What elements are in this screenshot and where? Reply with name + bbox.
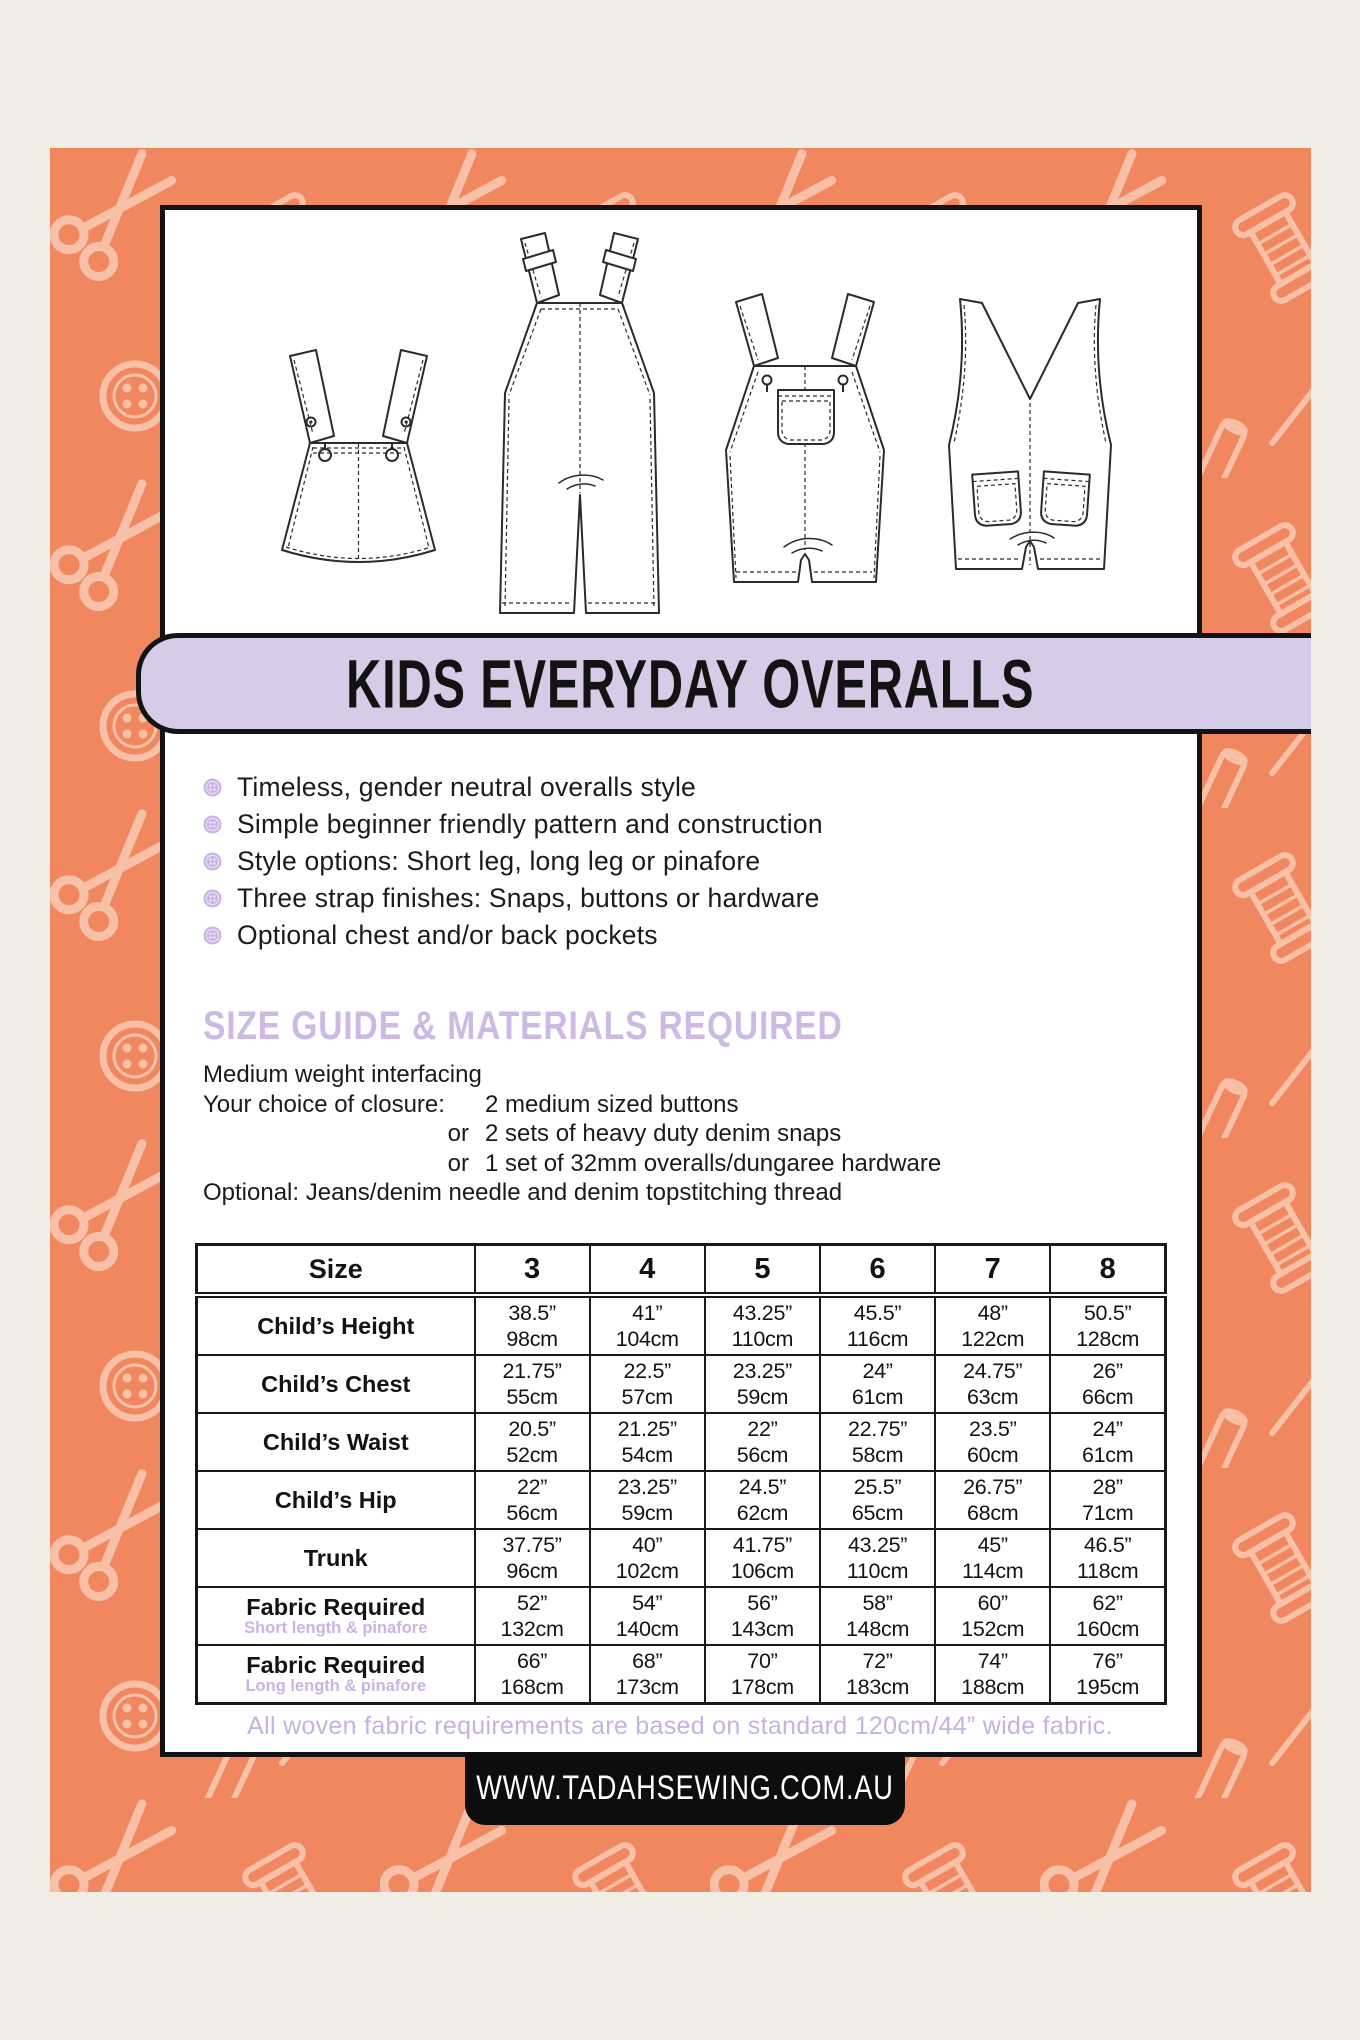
row-label: Child’s Waist bbox=[197, 1413, 475, 1471]
size-guide-table bbox=[195, 1243, 1167, 1705]
row-label: Fabric Required Long length & pinafore bbox=[197, 1645, 475, 1704]
measurement-cell: 20.5” 52cm bbox=[475, 1413, 590, 1471]
table-row bbox=[197, 1471, 1166, 1529]
size-column-header: 6 bbox=[820, 1245, 935, 1296]
measurement-cell: 54” 140cm bbox=[590, 1587, 705, 1645]
measurement-cell: 62” 160cm bbox=[1050, 1587, 1165, 1645]
measurement-cell: 60” 152cm bbox=[935, 1587, 1050, 1645]
measurement-cell: 26” 66cm bbox=[1050, 1355, 1165, 1413]
optional-line: Optional: Jeans/denim needle and denim topstitching thread bbox=[203, 1179, 843, 1206]
back-pocket-left bbox=[972, 471, 1022, 526]
or-label: or bbox=[447, 1120, 469, 1147]
closure-option: 2 sets of heavy duty denim snaps bbox=[485, 1120, 842, 1147]
technical-drawing-overalls-back bbox=[949, 299, 1111, 569]
closure-option: 1 set of 32mm overalls/dungaree hardware bbox=[485, 1149, 942, 1177]
back-pocket-right bbox=[1040, 471, 1090, 526]
measurement-cell: 68” 173cm bbox=[590, 1645, 705, 1704]
materials-line bbox=[203, 1060, 941, 1090]
measurement-cell: 70” 178cm bbox=[705, 1645, 820, 1704]
button-bullet-icon bbox=[203, 889, 222, 908]
measurement-cell: 25.5” 65cm bbox=[820, 1471, 935, 1529]
feature-item bbox=[203, 769, 823, 806]
measurement-cell: 21.75” 55cm bbox=[475, 1355, 590, 1413]
interfacing-line: Medium weight interfacing bbox=[203, 1061, 482, 1088]
measurement-cell: 23.5” 60cm bbox=[935, 1413, 1050, 1471]
technical-drawing-short-overalls-front bbox=[726, 294, 884, 582]
feature-label: Optional chest and/or back pockets bbox=[237, 920, 658, 950]
measurement-cell: 45.5” 116cm bbox=[820, 1295, 935, 1355]
measurement-cell: 21.25” 54cm bbox=[590, 1413, 705, 1471]
measurement-cell: 26.75” 68cm bbox=[935, 1471, 1050, 1529]
measurement-cell: 22” 56cm bbox=[705, 1413, 820, 1471]
size-column-header: 4 bbox=[590, 1245, 705, 1296]
measurement-cell: 46.5” 118cm bbox=[1050, 1529, 1165, 1587]
button-bullet-icon bbox=[203, 852, 222, 871]
measurement-cell: 24” 61cm bbox=[1050, 1413, 1165, 1471]
technical-drawing-long-overalls-front bbox=[500, 233, 659, 613]
measurement-cell: 24” 61cm bbox=[820, 1355, 935, 1413]
table-header-row bbox=[197, 1245, 1166, 1296]
size-column-header: 7 bbox=[935, 1245, 1050, 1296]
size-header-cell: Size bbox=[197, 1245, 475, 1296]
feature-list bbox=[203, 769, 823, 954]
size-guide-heading: SIZE GUIDE & MATERIALS REQUIRED bbox=[203, 1004, 843, 1048]
or-label: or bbox=[447, 1149, 469, 1177]
measurement-cell: 22.5” 57cm bbox=[590, 1355, 705, 1413]
measurement-cell: 76” 195cm bbox=[1050, 1645, 1165, 1704]
measurement-cell: 41.75” 106cm bbox=[705, 1529, 820, 1587]
measurement-cell: 23.25” 59cm bbox=[590, 1471, 705, 1529]
measurement-cell: 48” 122cm bbox=[935, 1295, 1050, 1355]
measurement-cell: 50.5” 128cm bbox=[1050, 1295, 1165, 1355]
table-row bbox=[197, 1295, 1166, 1355]
row-label: Trunk bbox=[197, 1529, 475, 1587]
measurement-cell: 74” 188cm bbox=[935, 1645, 1050, 1704]
closure-label: Your choice of closure: bbox=[203, 1090, 445, 1118]
materials-list bbox=[203, 1060, 941, 1208]
measurement-cell: 28” 71cm bbox=[1050, 1471, 1165, 1529]
measurement-cell: 43.25” 110cm bbox=[820, 1529, 935, 1587]
measurement-cell: 38.5” 98cm bbox=[475, 1295, 590, 1355]
technical-drawings bbox=[165, 210, 1195, 635]
row-label: Child’s Hip bbox=[197, 1471, 475, 1529]
measurement-cell: 22” 56cm bbox=[475, 1471, 590, 1529]
feature-label: Style options: Short leg, long leg or pinafore bbox=[237, 846, 761, 876]
page-title: KIDS EVERYDAY OVERALLS bbox=[345, 645, 1035, 722]
measurement-cell: 56” 143cm bbox=[705, 1587, 820, 1645]
closure-option: 2 medium sized buttons bbox=[485, 1090, 739, 1118]
measurement-cell: 41” 104cm bbox=[590, 1295, 705, 1355]
measurement-cell: 45” 114cm bbox=[935, 1529, 1050, 1587]
measurement-cell: 66” 168cm bbox=[475, 1645, 590, 1704]
measurement-cell: 52” 132cm bbox=[475, 1587, 590, 1645]
materials-line bbox=[203, 1178, 941, 1208]
materials-line bbox=[203, 1119, 941, 1149]
measurement-cell: 37.75” 96cm bbox=[475, 1529, 590, 1587]
table-row bbox=[197, 1529, 1166, 1587]
button-bullet-icon bbox=[203, 815, 222, 834]
materials-line bbox=[203, 1149, 941, 1179]
measurement-cell: 58” 148cm bbox=[820, 1587, 935, 1645]
size-column-header: 8 bbox=[1050, 1245, 1165, 1296]
measurement-cell: 24.5” 62cm bbox=[705, 1471, 820, 1529]
website-url: WWW.TADAHSEWING.COM.AU bbox=[476, 1769, 894, 1807]
measurement-cell: 40” 102cm bbox=[590, 1529, 705, 1587]
size-column-header: 5 bbox=[705, 1245, 820, 1296]
feature-label: Timeless, gender neutral overalls style bbox=[237, 772, 696, 802]
feature-label: Three strap finishes: Snaps, buttons or hardware bbox=[237, 883, 820, 913]
table-row bbox=[197, 1645, 1166, 1704]
fabric-note: All woven fabric requirements are based on standard 120cm/44” wide fabric. bbox=[247, 1712, 1113, 1740]
title-banner bbox=[136, 633, 1311, 734]
feature-item bbox=[203, 843, 823, 880]
table-row bbox=[197, 1413, 1166, 1471]
table-row bbox=[197, 1587, 1166, 1645]
table-row bbox=[197, 1355, 1166, 1413]
row-label: Child’s Chest bbox=[197, 1355, 475, 1413]
measurement-cell: 23.25” 59cm bbox=[705, 1355, 820, 1413]
feature-label: Simple beginner friendly pattern and construction bbox=[237, 809, 823, 839]
button-bullet-icon bbox=[203, 926, 222, 945]
measurement-cell: 24.75” 63cm bbox=[935, 1355, 1050, 1413]
size-column-header: 3 bbox=[475, 1245, 590, 1296]
website-banner bbox=[465, 1752, 905, 1825]
row-label: Child’s Height bbox=[197, 1295, 475, 1355]
feature-item bbox=[203, 917, 823, 954]
technical-drawing-pinafore-front bbox=[282, 350, 435, 562]
button-bullet-icon bbox=[203, 778, 222, 797]
measurement-cell: 43.25” 110cm bbox=[705, 1295, 820, 1355]
row-label: Fabric Required Short length & pinafore bbox=[197, 1587, 475, 1645]
measurement-cell: 22.75” 58cm bbox=[820, 1413, 935, 1471]
measurement-cell: 72” 183cm bbox=[820, 1645, 935, 1704]
materials-line bbox=[203, 1090, 941, 1120]
feature-item bbox=[203, 806, 823, 843]
feature-item bbox=[203, 880, 823, 917]
